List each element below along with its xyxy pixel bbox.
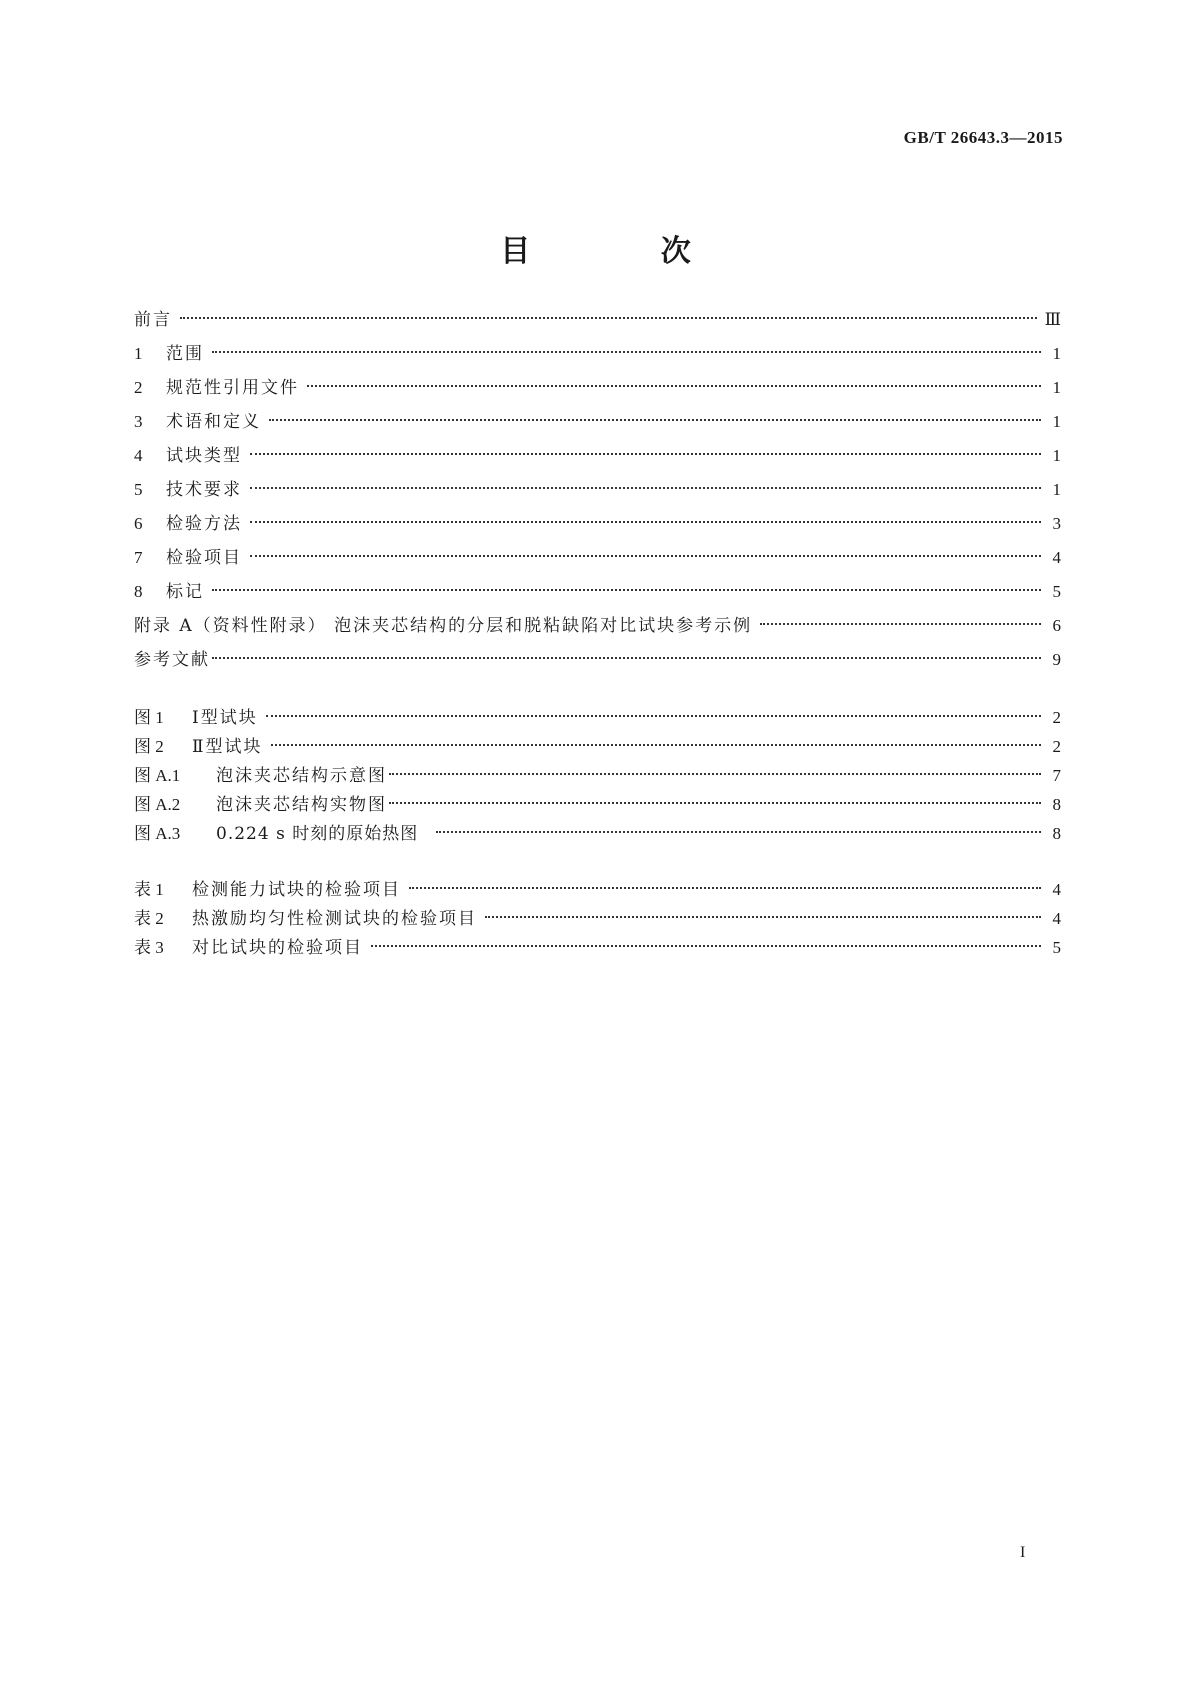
toc-entry-page: 2 (1052, 737, 1061, 756)
dot-leader (250, 521, 1041, 523)
toc-entry-table-2[interactable] (134, 905, 1061, 933)
toc-entry-label: 试块类型 (166, 446, 242, 466)
toc-entry-section-6[interactable] (134, 510, 1061, 538)
toc-entry-number: 5 (134, 480, 143, 499)
dot-leader (250, 487, 1041, 489)
toc-entry-section-4[interactable] (134, 442, 1061, 470)
dot-leader (212, 351, 1041, 353)
dot-leader (180, 317, 1037, 319)
standard-number: GB/T 26643.3—2015 (903, 128, 1063, 147)
toc-entry-number: 图 2 (134, 737, 164, 756)
page-number: I (1020, 1544, 1026, 1561)
dot-leader (269, 419, 1041, 421)
toc-entry-number: 2 (134, 378, 143, 397)
dot-leader (436, 831, 1041, 833)
toc-entry-page: 5 (1052, 582, 1061, 601)
toc-entry-figure-2[interactable] (134, 733, 1061, 761)
toc-entry-label: 前言 (134, 310, 172, 330)
toc-entry-number: 6 (134, 514, 143, 533)
toc-entry-page: 4 (1052, 909, 1061, 928)
toc-entry-table-3[interactable] (134, 934, 1061, 962)
toc-entry-page: 4 (1052, 548, 1061, 567)
dot-leader (389, 802, 1041, 804)
dot-leader (266, 715, 1041, 717)
toc-entry-label: 热激励均匀性检测试块的检验项目 (192, 909, 477, 929)
toc-entry-label: 泡沫夹芯结构实物图 (216, 795, 387, 815)
toc-entry-page: 8 (1052, 795, 1061, 814)
toc-entry-page: 8 (1052, 824, 1061, 843)
toc-entry-page: 4 (1052, 880, 1061, 899)
toc-entry-figure-a2[interactable] (134, 791, 1061, 819)
toc-entry-figure-1[interactable] (134, 704, 1061, 732)
toc-entry-number: 图 A.3 (134, 824, 181, 843)
toc-entry-label: 规范性引用文件 (166, 378, 299, 398)
toc-entry-preface[interactable] (134, 306, 1061, 334)
toc-entry-label: 检验项目 (166, 548, 242, 568)
dot-leader (307, 385, 1041, 387)
toc-entry-page: 3 (1052, 514, 1061, 533)
toc-entry-label: Ⅰ型试块 (192, 708, 258, 728)
toc-entry-number: 3 (134, 412, 143, 431)
toc-entry-page: 1 (1052, 446, 1061, 465)
toc-entry-number: 表 2 (134, 909, 164, 928)
toc-entry-page: 2 (1052, 708, 1061, 727)
dot-leader (760, 623, 1041, 625)
toc-entry-page: 1 (1052, 480, 1061, 499)
toc-entry-number: 8 (134, 582, 143, 601)
toc-entry-label: 参考文献 (134, 650, 210, 670)
dot-leader (389, 773, 1041, 775)
toc-entry-page: 1 (1052, 344, 1061, 363)
toc-entry-page: 7 (1052, 766, 1061, 785)
toc-entry-label: 标记 (166, 582, 204, 602)
toc-entry-section-1[interactable] (134, 340, 1061, 368)
toc-entry-figure-a1[interactable] (134, 762, 1061, 790)
page-title: 目 次 (500, 234, 751, 269)
toc-entry-number: 表 1 (134, 880, 164, 899)
toc-entry-page: 1 (1052, 412, 1061, 431)
toc-entry-label: 附录 A（资料性附录） 泡沫夹芯结构的分层和脱粘缺陷对比试块参考示例 (134, 616, 753, 636)
dot-leader (212, 657, 1041, 659)
toc-entry-section-2[interactable] (134, 374, 1061, 402)
dot-leader (485, 916, 1041, 918)
toc-entry-annex-a[interactable] (134, 612, 1061, 640)
toc-entry-section-8[interactable] (134, 578, 1061, 606)
dot-leader (250, 453, 1041, 455)
dot-leader (250, 555, 1041, 557)
toc-entry-label: 0.224 s 时刻的原始热图 (216, 824, 419, 844)
toc-entry-label: 技术要求 (166, 480, 242, 500)
toc-entry-label: 检测能力试块的检验项目 (192, 880, 401, 900)
dot-leader (271, 744, 1041, 746)
toc-entry-number: 图 1 (134, 708, 164, 727)
toc-entry-label: 术语和定义 (166, 412, 261, 432)
dot-leader (409, 887, 1041, 889)
toc-entry-number: 图 A.1 (134, 766, 181, 785)
toc-entry-section-3[interactable] (134, 408, 1061, 436)
toc-entry-number: 图 A.2 (134, 795, 181, 814)
dot-leader (371, 945, 1041, 947)
toc-entry-label: 泡沫夹芯结构示意图 (216, 766, 387, 786)
dot-leader (212, 589, 1041, 591)
toc-entry-number: 1 (134, 344, 143, 363)
toc-entry-label: 检验方法 (166, 514, 242, 534)
toc-entry-page: 9 (1052, 650, 1061, 669)
toc-entry-figure-a3[interactable] (134, 820, 1061, 848)
toc-entry-page: 6 (1052, 616, 1061, 635)
toc-entry-page: 1 (1052, 378, 1061, 397)
toc-entry-number: 7 (134, 548, 143, 567)
toc-entry-table-1[interactable] (134, 876, 1061, 904)
toc-entry-number: 表 3 (134, 938, 164, 957)
toc-entry-number: 4 (134, 446, 143, 465)
toc-entry-label: 范围 (166, 344, 204, 364)
toc-entry-bibliography[interactable] (134, 646, 1061, 674)
toc-entry-page: 5 (1052, 938, 1061, 957)
toc-entry-label: Ⅱ型试块 (192, 737, 263, 757)
toc-entry-section-5[interactable] (134, 476, 1061, 504)
toc-entry-page: Ⅲ (1044, 310, 1061, 329)
toc-entry-label: 对比试块的检验项目 (192, 938, 363, 958)
toc-entry-section-7[interactable] (134, 544, 1061, 572)
